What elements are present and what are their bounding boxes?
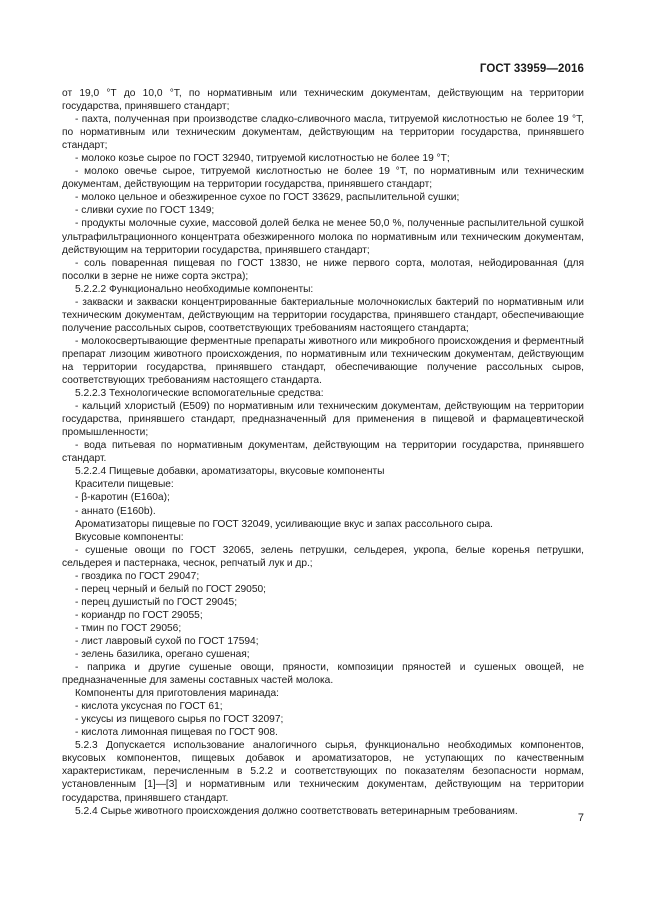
section-heading: 5.2.2.4 Пищевые добавки, ароматизаторы, вкусовые компоненты [75,466,385,478]
section-heading: 5.2.4 Сырье животного происхождения должно соответствовать ветеринарным требованиям. [75,805,518,817]
paragraph: - кислота уксусная по ГОСТ 61; [75,701,223,713]
paragraph: - паприка и другие сушеные овощи, пряности, композиции пряностей и сушеных овощей, не предназначенные для замены составных частей молока. [62,662,584,687]
paragraph: - зелень базилика, орегано сушеная; [75,649,250,661]
paragraph: - лист лавровый сухой по ГОСТ 17594; [75,635,259,647]
document-body [62,87,584,818]
page-number: 7 [577,812,584,824]
paragraph: - перец черный и белый по ГОСТ 29050; [75,583,266,595]
paragraph: - тмин по ГОСТ 29056; [75,622,182,634]
paragraph: Компоненты для приготовления маринада: [75,688,279,700]
paragraph: - пахта, полученная при производстве сладко-сливочного масла, титруемой кислотностью не более 19 °Т, по нормативным или техническим документам, действующим на территории государства, принявшего стандарт; [62,114,584,152]
section-heading: 5.2.2.2 Функционально необходимые компоненты: [75,283,314,295]
paragraph: - продукты молочные сухие, массовой долей белка не менее 50,0 %, полученные распылительной сушкой ультрафильтрационного концентрата обезжиренного молока по нормативным или техническим документам, действующим на территории государства, принявшего стандарт; [62,218,584,256]
paragraph: Красители пищевые: [75,479,174,491]
paragraph: - кориандр по ГОСТ 29055; [75,609,203,621]
section-heading: 5.2.3 Допускается использование аналогичного сырья, функционально необходимых компонентов, вкусовых компонентов, пищевых добавок и ароматизаторов, не уступающих по качественным характеристикам, перечисленным в 5.2.2 и соответствующих по показателям безопасности нормам, установленным [1]—[3] и нормативным или техническим документам, действующим на территории государства, принявшего стандарт. [62,740,584,804]
paragraph: - молокосвертывающие ферментные препараты животного или микробного происхождения и ферментный препарат лизоцим животного происхождения, по нормативным или техническим документам, действующим на территории государства, принявшего стандарт, обеспечивающие получение рассольных сыров, соответствующих требованиям настоящего стандарта. [62,335,584,387]
paragraph: - гвоздика по ГОСТ 29047; [75,570,200,582]
paragraph: - кислота лимонная пищевая по ГОСТ 908. [75,727,278,739]
section-heading: 5.2.2.3 Технологические вспомогательные средства: [75,388,324,400]
paragraph: - вода питьевая по нормативным документам, действующим на территории государства, принявшего стандарт. [62,440,584,465]
paragraph: - молоко козье сырое по ГОСТ 32940, титруемой кислотностью не более 19 °Т; [75,153,450,165]
paragraph: Ароматизаторы пищевые по ГОСТ 32049, усиливающие вкус и запах рассольного сыра. [75,518,493,530]
paragraph: - кальций хлористый (Е509) по нормативным или техническим документам, действующим на территории государства, принявшего стандарт, предназначенный для применения в пищевой и фармацевтической промышленности; [62,401,584,439]
paragraph: - β-каротин (Е160а); [75,492,170,504]
paragraph: - соль поваренная пищевая по ГОСТ 13830, не ниже первого сорта, молотая, нейодированная (для посолки в зерне не ниже сорта экстра); [62,257,584,282]
paragraph: Вкусовые компоненты: [75,531,184,543]
paragraph: - закваски и закваски концентрированные бактериальные молочнокислых бактерий по нормативным или техническим документам, действующим на территории государства, принявшего стандарт, обеспечивающие получение рассольных сыров, соответствующих требованиям настоящего стандарта; [62,296,584,334]
paragraph: - уксусы из пищевого сырья по ГОСТ 32097; [75,714,284,726]
paragraph: - молоко овечье сырое, титруемой кислотностью не более 19 °Т, по нормативным или техническим документам, действующим на территории государства, принявшего стандарт; [62,166,584,191]
paragraph: - сушеные овощи по ГОСТ 32065, зелень петрушки, сельдерея, укропа, белые коренья петрушки, сельдерея и пастернака, чеснок, репчатый лук и др.; [62,544,584,569]
paragraph: - аннато (Е160b). [75,505,156,517]
paragraph: - молоко цельное и обезжиренное сухое по ГОСТ 33629, распылительной сушки; [75,192,460,204]
paragraph: от 19,0 °Т до 10,0 °Т, по нормативным или техническим документам, действующим на территории государства, принявшего стандарт; [62,88,584,113]
paragraph: - перец душистый по ГОСТ 29045; [75,596,238,608]
paragraph: - сливки сухие по ГОСТ 1349; [75,205,215,217]
document-code: ГОСТ 33959—2016 [479,63,584,75]
